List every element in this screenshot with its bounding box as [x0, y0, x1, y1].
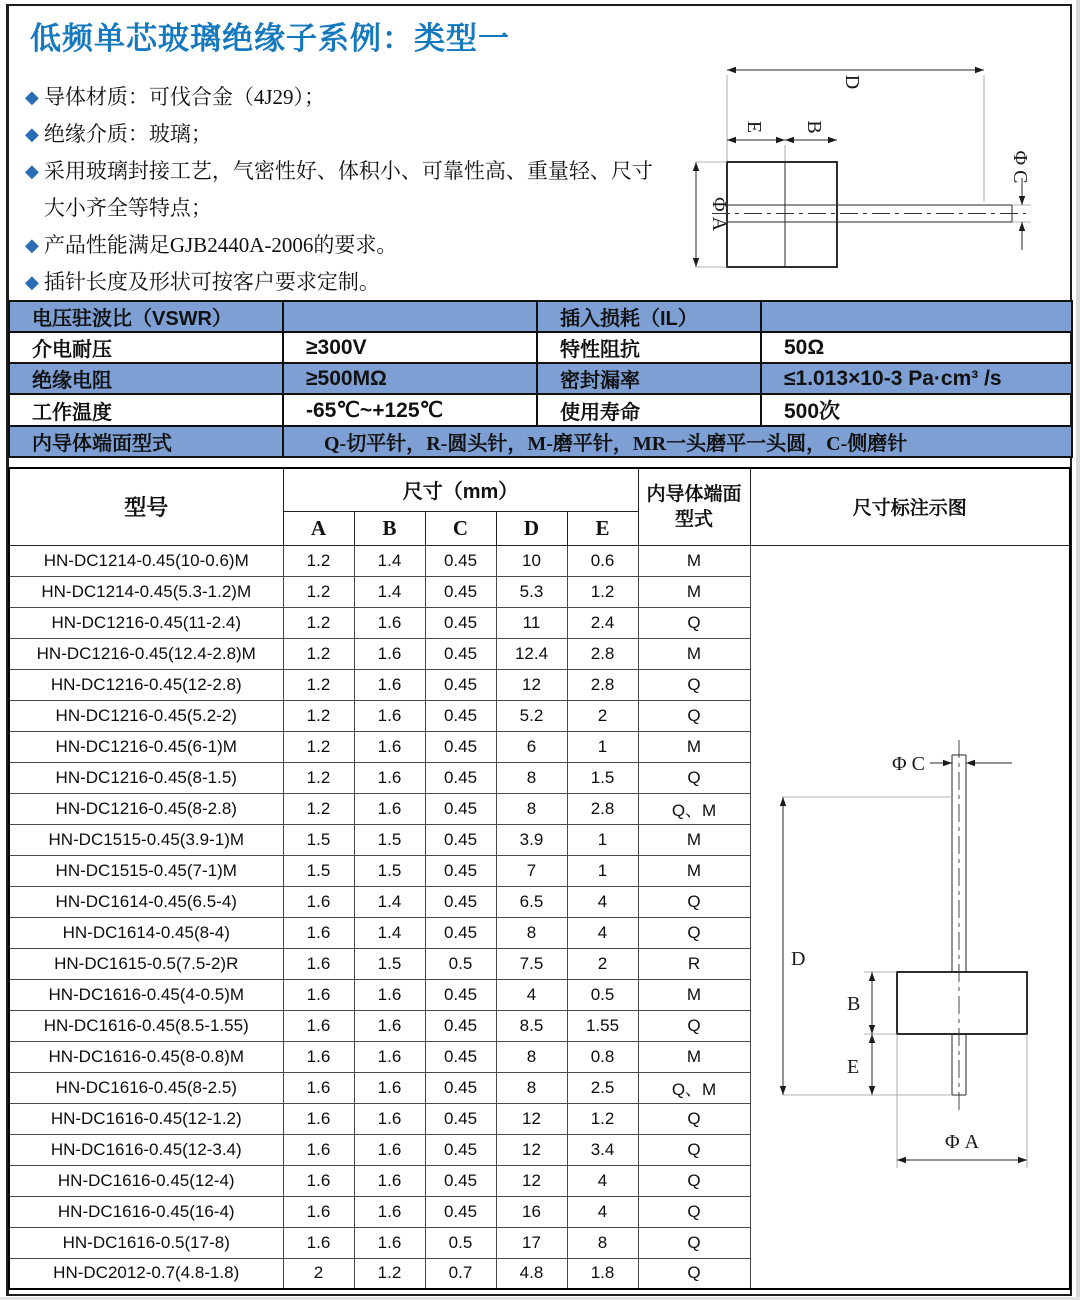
dim-b-cell: 1.6	[354, 1010, 425, 1041]
dim-b-cell: 1.6	[354, 1103, 425, 1134]
dim-d-cell: 6	[496, 731, 567, 762]
dim-b-cell: 1.6	[354, 607, 425, 638]
dim-e-cell: 2.8	[567, 638, 638, 669]
dim-e-cell: 4	[567, 1196, 638, 1227]
end-face-cell: Q	[638, 607, 750, 638]
dim-e-cell: 0.5	[567, 979, 638, 1010]
end-face-cell: Q	[638, 1227, 750, 1258]
dim-d-cell: 12	[496, 1165, 567, 1196]
dim-label-d: D	[790, 947, 806, 970]
dim-d-cell: 8	[496, 917, 567, 948]
dim-label-b: B	[803, 120, 825, 134]
end-face-cell: Q、M	[638, 793, 750, 824]
model-cell: HN-DC1616-0.45(8-2.5)	[9, 1072, 283, 1103]
dim-a-cell: 1.6	[283, 1041, 354, 1072]
dim-c-cell: 0.45	[425, 979, 496, 1010]
dim-c-cell: 0.45	[425, 1103, 496, 1134]
spec-label: 特性阻抗	[537, 332, 761, 363]
dim-e-cell: 4	[567, 917, 638, 948]
dim-b-cell: 1.6	[354, 700, 425, 731]
end-face-cell: Q	[638, 1134, 750, 1165]
end-face-cell: Q	[638, 762, 750, 793]
spec-value	[761, 301, 1072, 332]
dim-d-cell: 10	[496, 545, 567, 576]
dim-a-cell: 2	[283, 1258, 354, 1289]
dim-b-cell: 1.6	[354, 1041, 425, 1072]
table-row	[9, 545, 1070, 576]
dim-a-cell: 1.6	[283, 886, 354, 917]
dim-label-e: E	[846, 1055, 859, 1078]
spec-row	[9, 394, 1072, 426]
dim-b-cell: 1.6	[354, 638, 425, 669]
dimension-diagram-cell	[750, 545, 1070, 1289]
dim-e-cell: 0.8	[567, 1041, 638, 1072]
model-cell: HN-DC1216-0.45(6-1)M	[9, 731, 283, 762]
column-header-dimensions: 尺寸（mm）	[283, 468, 638, 511]
dim-a-cell: 1.2	[283, 700, 354, 731]
dim-a-cell: 1.6	[283, 948, 354, 979]
spec-label: 使用寿命	[537, 394, 761, 426]
dim-c-cell: 0.45	[425, 1165, 496, 1196]
dim-e-cell: 8	[567, 1227, 638, 1258]
end-face-cell: Q	[638, 886, 750, 917]
model-cell: HN-DC1216-0.45(11-2.4)	[9, 607, 283, 638]
dim-label-phi-a: Φ A	[708, 196, 730, 232]
dim-d-cell: 11	[496, 607, 567, 638]
dim-e-cell: 2.5	[567, 1072, 638, 1103]
dim-e-cell: 1.2	[567, 576, 638, 607]
dim-a-cell: 1.5	[283, 855, 354, 886]
diamond-bullet-icon: ◆	[25, 124, 39, 144]
dim-c-cell: 0.45	[425, 1041, 496, 1072]
end-face-cell: Q	[638, 1010, 750, 1041]
spec-table	[8, 300, 1073, 458]
list-item	[25, 79, 657, 116]
spec-value: ≥500MΩ	[283, 363, 537, 394]
model-table-body	[9, 545, 1070, 1289]
spec-row	[9, 301, 1072, 332]
dim-e-cell: 1.8	[567, 1258, 638, 1289]
end-face-cell: Q	[638, 1103, 750, 1134]
end-face-cell: M	[638, 731, 750, 762]
model-table	[8, 467, 1071, 1290]
dim-d-cell: 7	[496, 855, 567, 886]
dim-d-cell: 6.5	[496, 886, 567, 917]
model-cell: HN-DC1616-0.45(8.5-1.55)	[9, 1010, 283, 1041]
dim-e-cell: 1.5	[567, 762, 638, 793]
dim-a-cell: 1.2	[283, 576, 354, 607]
spec-label: 工作温度	[9, 394, 283, 426]
model-cell: HN-DC1214-0.45(5.3-1.2)M	[9, 576, 283, 607]
end-face-cell: R	[638, 948, 750, 979]
end-face-cell: M	[638, 979, 750, 1010]
dim-b-cell: 1.5	[354, 855, 425, 886]
dim-e-cell: 1	[567, 731, 638, 762]
dim-c-cell: 0.45	[425, 638, 496, 669]
dim-a-cell: 1.2	[283, 607, 354, 638]
model-cell: HN-DC1614-0.45(6.5-4)	[9, 886, 283, 917]
model-cell: HN-DC1616-0.5(17-8)	[9, 1227, 283, 1258]
model-cell: HN-DC1216-0.45(5.2-2)	[9, 700, 283, 731]
dim-b-cell: 1.6	[354, 1134, 425, 1165]
dim-d-cell: 3.9	[496, 824, 567, 855]
dim-label-phi-c: Φ C	[891, 752, 925, 775]
model-cell: HN-DC1616-0.45(16-4)	[9, 1196, 283, 1227]
model-cell: HN-DC1614-0.45(8-4)	[9, 917, 283, 948]
header-row	[9, 468, 1070, 511]
column-header-end-face: 内导体端面型式	[638, 468, 750, 545]
dim-b-cell: 1.4	[354, 576, 425, 607]
dim-e-cell: 1.2	[567, 1103, 638, 1134]
dim-e-cell: 2.4	[567, 607, 638, 638]
model-cell: HN-DC1515-0.45(7-1)M	[9, 855, 283, 886]
dim-a-cell: 1.6	[283, 917, 354, 948]
dim-e-cell: 3.4	[567, 1134, 638, 1165]
spec-value: ≤1.013×10-3 Pa·cm³ /s	[761, 363, 1072, 394]
spec-value: ≥300V	[283, 332, 537, 363]
spec-label: 绝缘电阻	[9, 363, 283, 394]
bullet-text: 导体材质：可伐合金（4J29）；	[43, 85, 326, 109]
page-title: 低频单芯玻璃绝缘子系例：类型一	[30, 21, 510, 56]
dim-b-cell: 1.6	[354, 1227, 425, 1258]
spec-value: 50Ω	[761, 332, 1072, 363]
dim-d-cell: 16	[496, 1196, 567, 1227]
dim-c-cell: 0.45	[425, 669, 496, 700]
dim-b-cell: 1.6	[354, 1165, 425, 1196]
dim-e-cell: 1	[567, 855, 638, 886]
model-cell: HN-DC1616-0.45(8-0.8)M	[9, 1041, 283, 1072]
bullet-text: 插针长度及形状可按客户要求定制。	[43, 270, 380, 294]
dim-d-cell: 4.8	[496, 1258, 567, 1289]
dim-a-cell: 1.2	[283, 731, 354, 762]
end-face-cell: M	[638, 824, 750, 855]
dim-d-cell: 8	[496, 1041, 567, 1072]
dim-c-cell: 0.5	[425, 948, 496, 979]
dim-d-cell: 5.2	[496, 700, 567, 731]
dim-e-cell: 2.8	[567, 793, 638, 824]
list-item	[25, 153, 657, 227]
dim-c-cell: 0.7	[425, 1258, 496, 1289]
column-header-model: 型号	[9, 468, 283, 545]
spec-row	[9, 332, 1072, 363]
dim-d-cell: 4	[496, 979, 567, 1010]
dim-b-cell: 1.6	[354, 1072, 425, 1103]
dim-a-cell: 1.2	[283, 638, 354, 669]
dim-b-cell: 1.6	[354, 731, 425, 762]
dim-b-cell: 1.6	[354, 762, 425, 793]
diamond-bullet-icon: ◆	[25, 161, 39, 181]
dim-d-cell: 5.3	[496, 576, 567, 607]
dim-c-cell: 0.45	[425, 762, 496, 793]
column-header-c: C	[425, 511, 496, 545]
model-cell: HN-DC2012-0.7(4.8-1.8)	[9, 1258, 283, 1289]
spec-value: -65℃~+125℃	[283, 394, 537, 426]
column-header-d: D	[496, 511, 567, 545]
dim-c-cell: 0.45	[425, 917, 496, 948]
column-header-e: E	[567, 511, 638, 545]
model-cell: HN-DC1615-0.5(7.5-2)R	[9, 948, 283, 979]
vertical-dimension-diagram	[760, 732, 1060, 1192]
dim-c-cell: 0.45	[425, 1196, 496, 1227]
feature-bullet-list	[25, 79, 657, 301]
dim-label-d: D	[841, 74, 863, 90]
spec-label: 密封漏率	[537, 363, 761, 394]
dim-a-cell: 1.6	[283, 1196, 354, 1227]
dim-c-cell: 0.5	[425, 1227, 496, 1258]
dim-c-cell: 0.45	[425, 607, 496, 638]
dim-a-cell: 1.2	[283, 545, 354, 576]
dim-a-cell: 1.6	[283, 1165, 354, 1196]
model-cell: HN-DC1515-0.45(3.9-1)M	[9, 824, 283, 855]
dim-e-cell: 4	[567, 886, 638, 917]
dim-e-cell: 1.55	[567, 1010, 638, 1041]
dim-c-cell: 0.45	[425, 545, 496, 576]
dim-e-cell: 1	[567, 824, 638, 855]
diamond-bullet-icon: ◆	[25, 272, 39, 292]
dim-e-cell: 2.8	[567, 669, 638, 700]
end-face-cell: Q	[638, 1258, 750, 1289]
spec-label: 电压驻波比（VSWR）	[9, 301, 283, 332]
model-cell: HN-DC1616-0.45(12-4)	[9, 1165, 283, 1196]
diamond-bullet-icon: ◆	[25, 235, 39, 255]
dim-e-cell: 0.6	[567, 545, 638, 576]
dim-label-b: B	[846, 992, 861, 1015]
spec-row	[9, 426, 1072, 457]
dim-c-cell: 0.45	[425, 855, 496, 886]
list-item	[25, 264, 657, 301]
model-cell: HN-DC1216-0.45(12.4-2.8)M	[9, 638, 283, 669]
dim-a-cell: 1.6	[283, 1072, 354, 1103]
dim-c-cell: 0.45	[425, 731, 496, 762]
list-item	[25, 227, 657, 264]
dim-d-cell: 12.4	[496, 638, 567, 669]
model-cell: HN-DC1616-0.45(12-3.4)	[9, 1134, 283, 1165]
dim-b-cell: 1.4	[354, 886, 425, 917]
end-face-cell: Q	[638, 669, 750, 700]
dim-a-cell: 1.5	[283, 824, 354, 855]
end-face-cell: M	[638, 545, 750, 576]
dim-c-cell: 0.45	[425, 886, 496, 917]
model-cell: HN-DC1216-0.45(8-1.5)	[9, 762, 283, 793]
dim-d-cell: 12	[496, 669, 567, 700]
dim-b-cell: 1.4	[354, 545, 425, 576]
horizontal-dimension-diagram	[684, 50, 1074, 287]
end-face-cell: Q	[638, 1165, 750, 1196]
dim-c-cell: 0.45	[425, 1072, 496, 1103]
spec-label: 内导体端面型式	[9, 426, 283, 457]
dim-b-cell: 1.6	[354, 793, 425, 824]
dim-b-cell: 1.6	[354, 979, 425, 1010]
spec-value: Q-切平针，R-圆头针，M-磨平针，MR一头磨平一头圆，C-侧磨针	[283, 426, 1072, 457]
dim-e-cell: 2	[567, 700, 638, 731]
dim-d-cell: 8	[496, 1072, 567, 1103]
dim-c-cell: 0.45	[425, 700, 496, 731]
spec-row	[9, 363, 1072, 394]
dim-d-cell: 8.5	[496, 1010, 567, 1041]
dim-a-cell: 1.6	[283, 1103, 354, 1134]
dim-e-cell: 2	[567, 948, 638, 979]
spec-label: 介电耐压	[9, 332, 283, 363]
model-cell: HN-DC1616-0.45(12-1.2)	[9, 1103, 283, 1134]
end-face-cell: M	[638, 576, 750, 607]
dim-c-cell: 0.45	[425, 824, 496, 855]
dim-d-cell: 12	[496, 1134, 567, 1165]
end-face-cell: Q、M	[638, 1072, 750, 1103]
dim-c-cell: 0.45	[425, 1010, 496, 1041]
spec-value: 500次	[761, 394, 1072, 426]
column-header-b: B	[354, 511, 425, 545]
dim-b-cell: 1.5	[354, 948, 425, 979]
end-face-cell: M	[638, 1041, 750, 1072]
dim-b-cell: 1.6	[354, 669, 425, 700]
dim-a-cell: 1.2	[283, 793, 354, 824]
column-header-diagram: 尺寸标注示图	[750, 468, 1070, 545]
end-face-cell: M	[638, 855, 750, 886]
dim-a-cell: 1.6	[283, 1010, 354, 1041]
dim-a-cell: 1.6	[283, 1227, 354, 1258]
column-header-a: A	[283, 511, 354, 545]
dim-b-cell: 1.4	[354, 917, 425, 948]
dim-label-e: E	[743, 120, 765, 134]
dim-a-cell: 1.2	[283, 762, 354, 793]
bullet-text: 采用玻璃封接工艺，气密性好、体积小、可靠性高、重量轻、尺寸大小齐全等特点；	[43, 159, 653, 220]
dim-c-cell: 0.45	[425, 576, 496, 607]
spec-label: 插入损耗（IL）	[537, 301, 761, 332]
dim-d-cell: 17	[496, 1227, 567, 1258]
dim-a-cell: 1.6	[283, 979, 354, 1010]
dim-d-cell: 8	[496, 793, 567, 824]
end-face-cell: M	[638, 638, 750, 669]
end-face-cell: Q	[638, 1196, 750, 1227]
dim-a-cell: 1.2	[283, 669, 354, 700]
model-cell: HN-DC1216-0.45(12-2.8)	[9, 669, 283, 700]
dim-d-cell: 8	[496, 762, 567, 793]
dim-c-cell: 0.45	[425, 1134, 496, 1165]
dim-label-phi-a: Φ A	[944, 1130, 979, 1153]
model-cell: HN-DC1616-0.45(4-0.5)M	[9, 979, 283, 1010]
dim-a-cell: 1.6	[283, 1134, 354, 1165]
list-item	[25, 116, 657, 153]
end-face-cell: Q	[638, 917, 750, 948]
dim-d-cell: 7.5	[496, 948, 567, 979]
dim-b-cell: 1.5	[354, 824, 425, 855]
dim-c-cell: 0.45	[425, 793, 496, 824]
model-cell: HN-DC1214-0.45(10-0.6)M	[9, 545, 283, 576]
page-edge-shadow	[1076, 0, 1080, 1300]
dim-b-cell: 1.2	[354, 1258, 425, 1289]
model-cell: HN-DC1216-0.45(8-2.8)	[9, 793, 283, 824]
dim-b-cell: 1.6	[354, 1196, 425, 1227]
dim-label-phi-c: Φ C	[1009, 150, 1031, 184]
dim-e-cell: 4	[567, 1165, 638, 1196]
end-face-cell: Q	[638, 700, 750, 731]
spec-value	[283, 301, 537, 332]
bullet-text: 产品性能满足GJB2440A-2006的要求。	[43, 233, 398, 257]
bullet-text: 绝缘介质：玻璃；	[43, 122, 212, 146]
dim-d-cell: 12	[496, 1103, 567, 1134]
diamond-bullet-icon: ◆	[25, 87, 39, 107]
